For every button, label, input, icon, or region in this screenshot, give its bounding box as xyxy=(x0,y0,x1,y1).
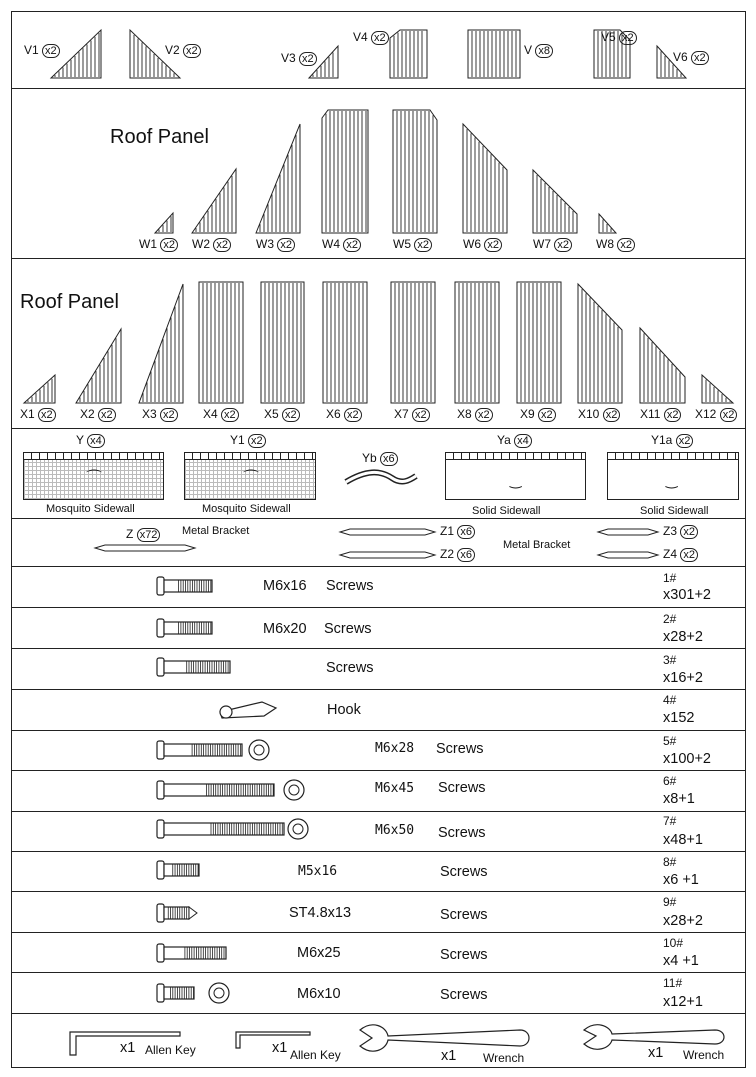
screw-2-drawing xyxy=(157,619,164,637)
hardware-qty: x16+2 xyxy=(663,670,703,686)
hardware-qty: x152 xyxy=(663,710,695,726)
screw-10-drawing xyxy=(164,947,226,959)
hardware-number: 2# xyxy=(663,612,677,626)
screw-9-drawing xyxy=(157,904,164,922)
part-y1-caption: Mosquito Sidewall xyxy=(202,503,291,515)
hardware-size: M6x25 xyxy=(297,945,341,961)
part-x5-label: X5 x2 xyxy=(264,408,300,422)
part-z4-label: Z4 x2 xyxy=(663,548,698,562)
hardware-type: Screws xyxy=(438,780,486,796)
tool-qty: x1 xyxy=(441,1048,457,1064)
bracket-z4-drawing xyxy=(598,552,658,558)
hardware-number: 5# xyxy=(663,734,677,748)
part-w2-label: W2 x2 xyxy=(192,238,231,252)
panel-x8 xyxy=(455,282,499,403)
hardware-number: 9# xyxy=(663,895,677,909)
panel-x5 xyxy=(261,282,304,403)
part-v2-label: V2 x2 xyxy=(165,44,201,58)
part-w4-label: W4 x2 xyxy=(322,238,361,252)
panel-v4 xyxy=(390,30,427,78)
panel-x3 xyxy=(139,284,183,403)
part-z-caption: Metal Bracket xyxy=(182,525,250,537)
hardware-type: Screws xyxy=(324,621,372,637)
hardware-type: Hook xyxy=(327,702,361,718)
part-v4-label: V4 x2 xyxy=(353,31,389,45)
part-y1a-label: Y1a x2 xyxy=(651,434,693,448)
tool-name: Allen Key xyxy=(145,1043,196,1057)
tool-name: Wrench xyxy=(483,1051,525,1065)
screw-3-drawing xyxy=(164,661,230,673)
part-w8-label: W8 x2 xyxy=(596,238,635,252)
panel-x6 xyxy=(323,282,367,403)
part-ya-caption: Solid Sidewall xyxy=(472,505,541,517)
panel-w6 xyxy=(463,124,507,233)
hardware-size: ST4.8x13 xyxy=(289,905,352,921)
part-z3-label: Z3 x2 xyxy=(663,525,698,539)
hardware-type: Screws xyxy=(440,987,488,1003)
screw-1-drawing xyxy=(157,577,164,595)
panel-x9 xyxy=(517,282,561,403)
hardware-qty: x4 +1 xyxy=(663,953,699,969)
part-v5-label: V5 x2 xyxy=(601,31,637,45)
hardware-size: M6x16 xyxy=(263,578,307,594)
part-z1-label: Z1 x6 xyxy=(440,525,475,539)
panel-w8 xyxy=(599,214,616,233)
hardware-size: M6x20 xyxy=(263,621,307,637)
panel-w3 xyxy=(256,124,300,233)
panel-w5 xyxy=(393,110,437,233)
part-y-label: Y x4 xyxy=(76,434,105,448)
tool-qty: x1 xyxy=(648,1045,664,1061)
part-v6-label: V6 x2 xyxy=(673,51,709,65)
part-x1-label: X1 x2 xyxy=(20,408,56,422)
part-w7-label: W7 x2 xyxy=(533,238,572,252)
hardware-number: 1# xyxy=(663,571,677,585)
hardware-size: M5x16 xyxy=(298,864,338,879)
screw-6-drawing-nut xyxy=(289,785,299,795)
hardware-type: Screws xyxy=(440,907,488,923)
hardware-number: 7# xyxy=(663,814,677,828)
panel-w4 xyxy=(322,110,368,233)
part-x7-label: X7 x2 xyxy=(394,408,430,422)
hardware-type: Screws xyxy=(326,578,374,594)
part-x11-label: X11 x2 xyxy=(640,408,681,422)
hardware-type: Screws xyxy=(438,825,486,841)
part-v3-label: V3 x2 xyxy=(281,52,317,66)
part-x9-label: X9 x2 xyxy=(520,408,556,422)
panel-w1 xyxy=(155,213,173,233)
tool-qty: x1 xyxy=(120,1040,136,1056)
screw-11-drawing xyxy=(157,984,164,1002)
hardware-qty: x100+2 xyxy=(663,751,711,767)
panel-x10 xyxy=(578,284,622,403)
panel-w2 xyxy=(192,169,236,233)
screw-7-drawing-nut xyxy=(293,824,303,834)
screw-9-drawing xyxy=(164,907,189,919)
screw-11-drawing xyxy=(164,987,194,999)
part-w5-label: W5 x2 xyxy=(393,238,432,252)
part-x4-label: X4 x2 xyxy=(203,408,239,422)
hardware-type: Screws xyxy=(326,660,374,676)
hardware-qty: x48+1 xyxy=(663,832,703,848)
hardware-qty: x301+2 xyxy=(663,587,711,603)
panel-x4 xyxy=(199,282,243,403)
hardware-number: 8# xyxy=(663,855,677,869)
part-x8-label: X8 x2 xyxy=(457,408,493,422)
part-x12-label: X12 x2 xyxy=(695,408,737,422)
hardware-number: 4# xyxy=(663,693,677,707)
hardware-type: Screws xyxy=(440,864,488,880)
bracket-z-drawing xyxy=(95,545,195,551)
part-x6-label: X6 x2 xyxy=(326,408,362,422)
hardware-number: 11# xyxy=(663,976,683,990)
screw-3-drawing xyxy=(157,658,164,676)
hardware-qty: x28+2 xyxy=(663,913,703,929)
part-w6-label: W6 x2 xyxy=(463,238,502,252)
part-v1-label: V1 x2 xyxy=(24,44,60,58)
hook-drawing xyxy=(220,706,232,718)
hardware-type: Screws xyxy=(436,741,484,757)
part-v-label: V x8 xyxy=(524,44,553,58)
part-x3-label: X3 x2 xyxy=(142,408,178,422)
panel-x7 xyxy=(391,282,435,403)
hardware-qty: x12+1 xyxy=(663,994,703,1010)
screw-9-tip xyxy=(189,907,197,919)
screw-7-drawing xyxy=(157,820,164,838)
screw-6-drawing xyxy=(157,781,164,799)
part-w1-label: W1 x2 xyxy=(139,238,178,252)
part-y1-label: Y1 x2 xyxy=(230,434,266,448)
part-x10-label: X10 x2 xyxy=(578,408,620,422)
hardware-size: M6x45 xyxy=(375,781,415,796)
hardware-number: 3# xyxy=(663,653,677,667)
screw-10-drawing xyxy=(157,944,164,962)
part-w3-label: W3 x2 xyxy=(256,238,295,252)
solid-sidewall-drawing: ‿ xyxy=(607,452,739,500)
hardware-qty: x28+2 xyxy=(663,629,703,645)
tool-qty: x1 xyxy=(272,1040,288,1056)
mosquito-sidewall-drawing: ⌒ xyxy=(184,452,316,500)
screw-11-drawing-nut xyxy=(214,988,224,998)
part-z2-label: Z2 x6 xyxy=(440,548,475,562)
panel-x11 xyxy=(640,328,685,403)
panel-x12 xyxy=(702,375,733,403)
hardware-number: 6# xyxy=(663,774,677,788)
panel-w7 xyxy=(533,170,577,233)
roof-panel-title: Roof Panel xyxy=(20,291,119,313)
panel-x1 xyxy=(24,375,55,403)
hardware-size: M6x28 xyxy=(375,741,415,756)
screw-5-drawing-nut xyxy=(254,745,264,755)
screw-5-drawing xyxy=(157,741,164,759)
screw-5-drawing xyxy=(164,744,242,756)
part-x2-label: X2 x2 xyxy=(80,408,116,422)
bracket-z2-drawing xyxy=(340,552,435,558)
panel-x2 xyxy=(76,329,121,403)
part-y1a-caption: Solid Sidewall xyxy=(640,505,709,517)
roof-panel-title: Roof Panel xyxy=(110,126,209,148)
hardware-qty: x8+1 xyxy=(663,791,695,807)
metal-bracket-caption: Metal Bracket xyxy=(503,539,571,551)
bracket-z1-drawing xyxy=(340,529,435,535)
tool-name: Wrench xyxy=(683,1048,725,1062)
hardware-type: Screws xyxy=(440,947,488,963)
part-z-label: Z x72 xyxy=(126,528,160,542)
hardware-qty: x6 +1 xyxy=(663,872,699,888)
tool-name: Allen Key xyxy=(290,1048,341,1062)
part-ya-label: Ya x4 xyxy=(497,434,532,448)
solid-sidewall-drawing: ‿ xyxy=(445,452,586,500)
hardware-size: M6x10 xyxy=(297,986,341,1002)
hardware-size: M6x50 xyxy=(375,823,415,838)
part-yb-label: Yb x6 xyxy=(362,452,398,466)
hardware-number: 10# xyxy=(663,936,684,950)
part-y-caption: Mosquito Sidewall xyxy=(46,503,135,515)
mosquito-sidewall-drawing: ⌒ xyxy=(23,452,164,500)
screw-8-drawing xyxy=(157,861,164,879)
bracket-z3-drawing xyxy=(598,529,658,535)
